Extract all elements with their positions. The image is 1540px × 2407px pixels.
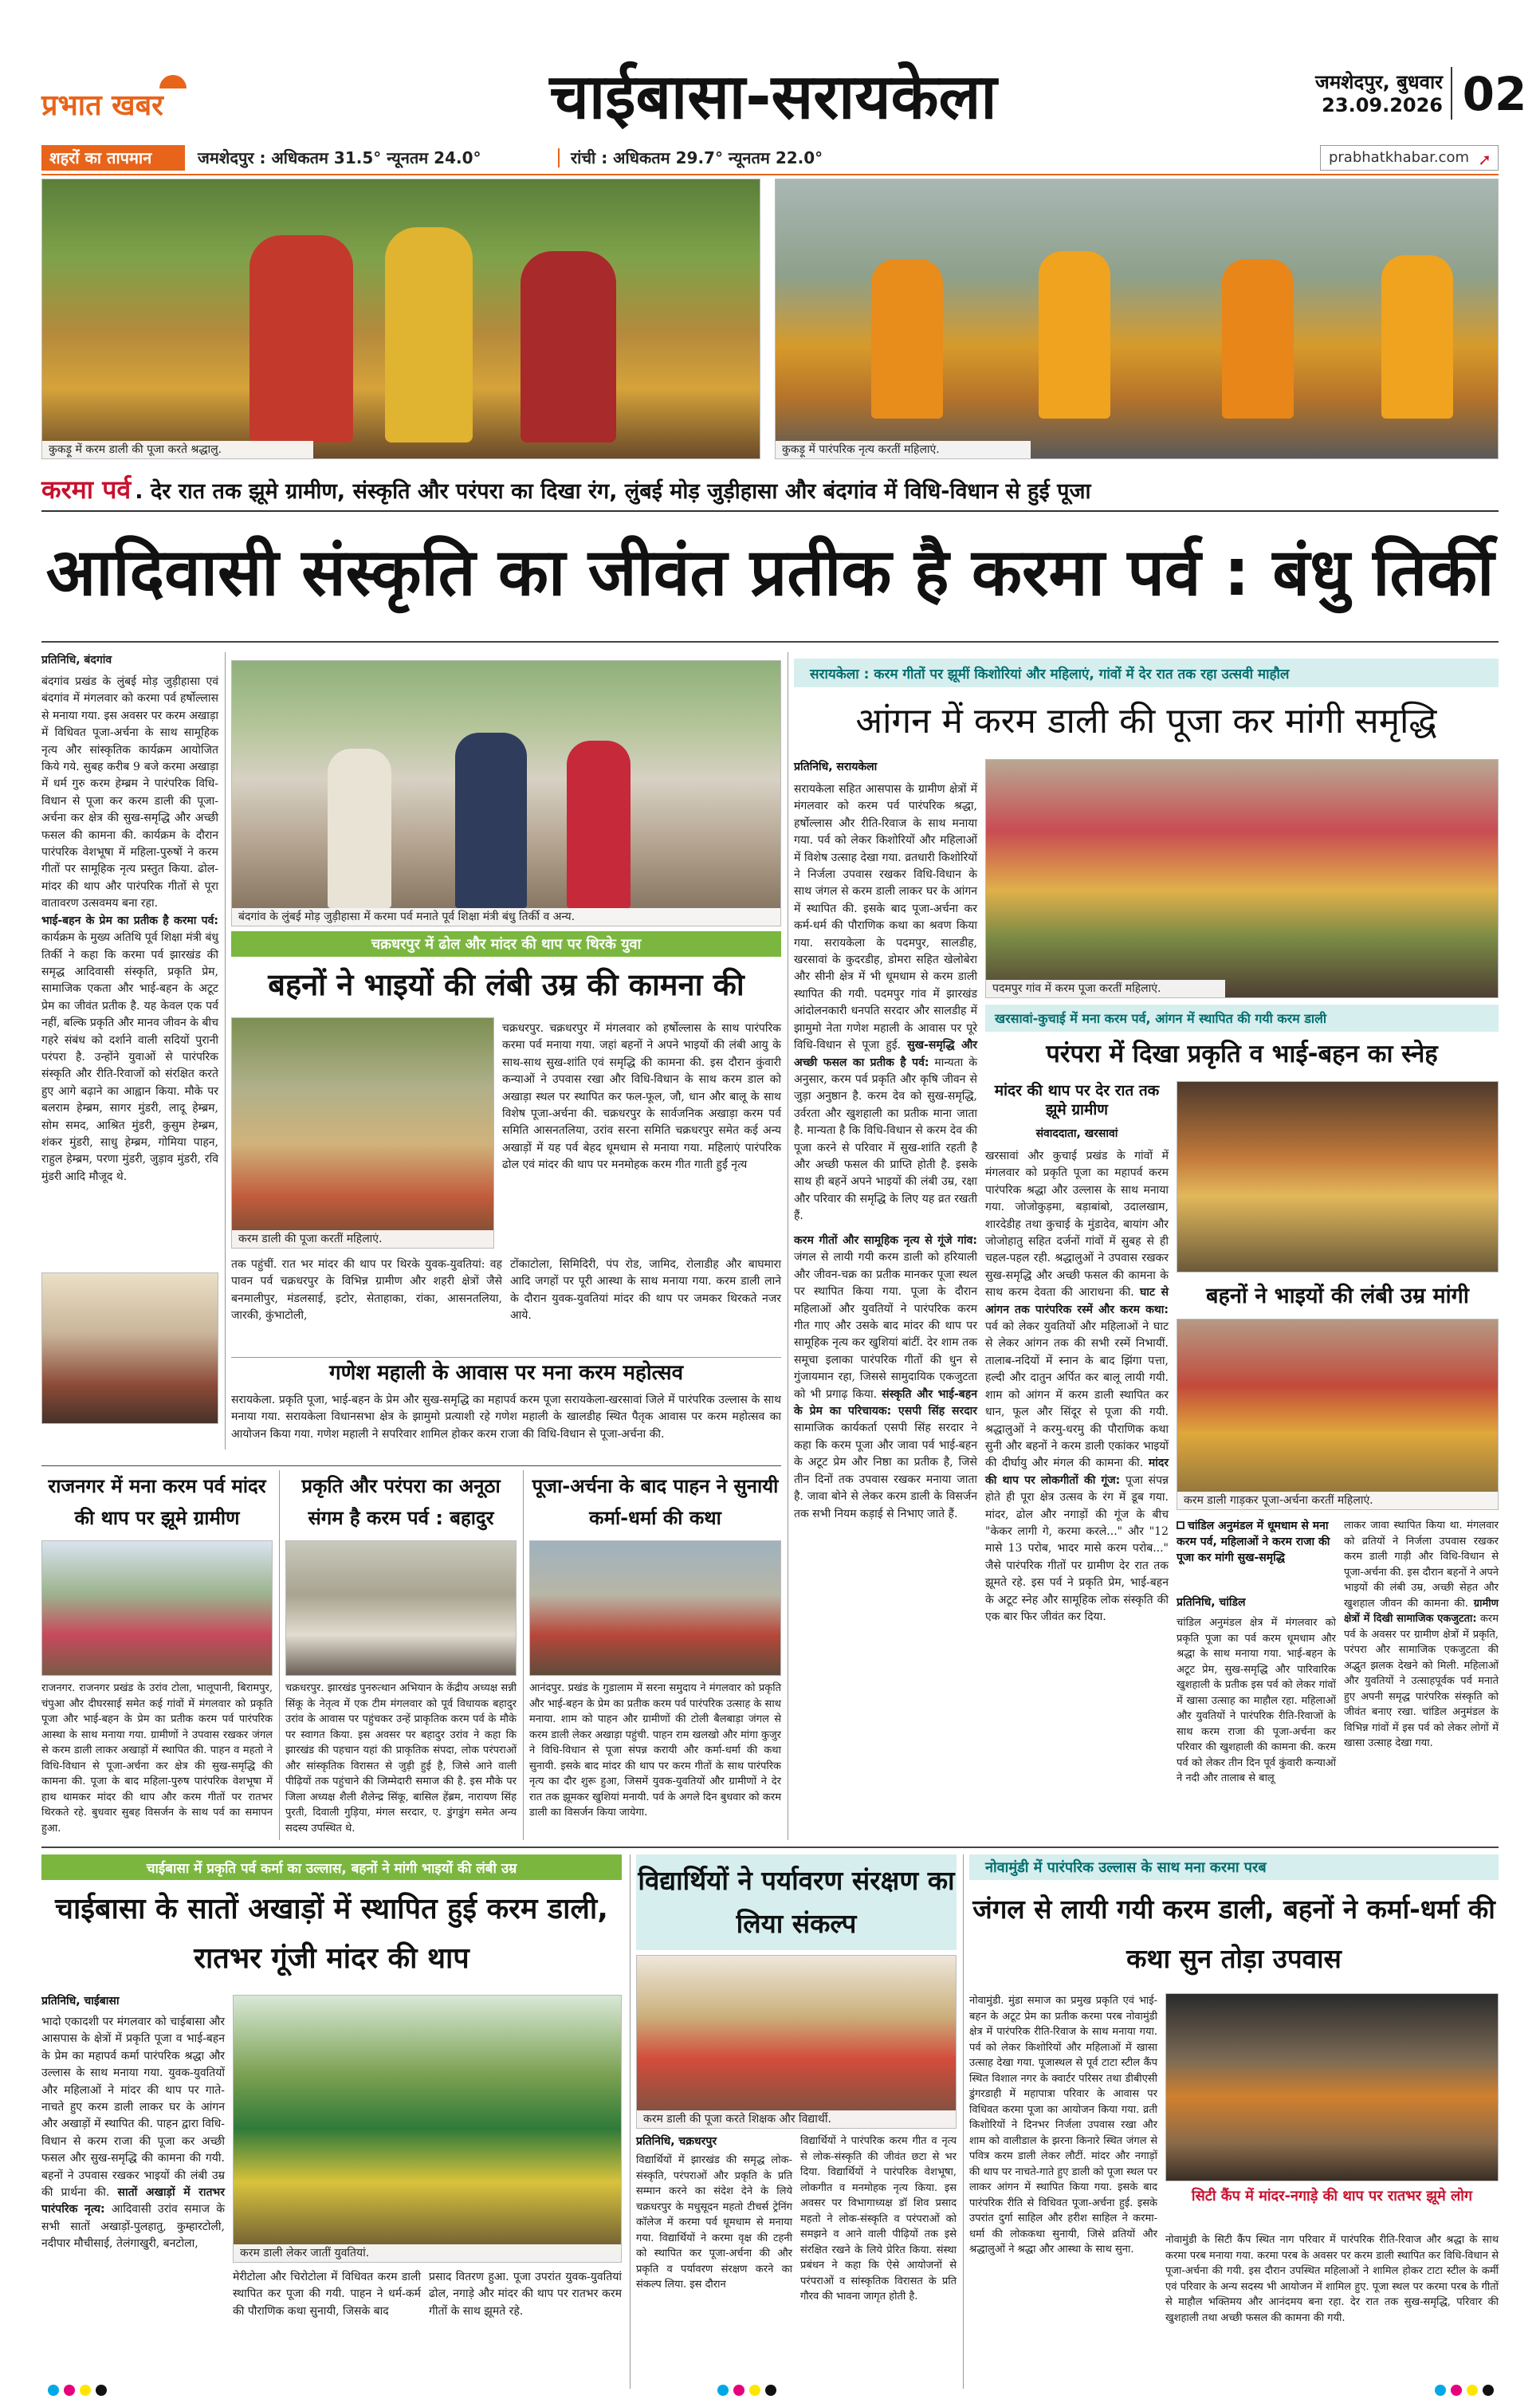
- registration-dot: [1483, 2385, 1494, 2396]
- noamundi-headline: जंगल से लायी गयी करम डाली, बहनों ने कर्मा-धर्मा की कथा सुन तोड़ा उपवास: [972, 1894, 1495, 1974]
- paragraph: लाकर जावा स्थापित किया था. मंगलवार को व्रतियों ने निर्जला उपवास रखकर करम डाली गाड़ी और विधि-विधान से पूजा-अर्चना की. इस दौरान बहनों ने अपने भाइयों की लंबी उम्र, अच्छी सेहत और खुशहाल जीवन की कामना की.: [1344, 1520, 1499, 1610]
- rajnagar-body: राजनगर. राजनगर प्रखंड के उरांव टोला, भालूपानी, बिरामपुर, चंपुआ और दीघरसाई समेत कई गांवों में मंगलवार को प्रकृति पूजा और भाई-बहन के प्रेम का प्रतीक करम पर्व पारंपरिक आस्था के साथ मनाया गया. ग्रामीणों ने उपवास रखकर जंगल से करम डाली लाकर अखाड़ों में स्थापित की. पाहन व महतो ने विधि-विधान से पूजा-अर्चना कर क्षेत्र की सुख-समृद्धि की कामना की. पूजा के बाद महिला-पुरुष पारंपरिक वेशभूषा में हाथ थामकर मांदर की थाप और करम गीतों पर रातभर थिरकते रहे. बुधवार सुबह विसर्जन के साथ पर्व का समापन हुआ.: [41, 1682, 273, 1835]
- kicker-line: [41, 470, 1499, 512]
- anandpur-headline: पूजा-अर्चना के बाद पाहन ने सुनायी कर्मा-धर्मा की कथा: [532, 1475, 779, 1529]
- masthead: [0, 0, 1540, 144]
- kharsawan-headline: परंपरा में दिखा प्रकृति व भाई-बहन का स्नेह: [1046, 1040, 1438, 1068]
- website-link[interactable]: [1320, 145, 1499, 171]
- main-headline: आदिवासी संस्कृति का जीवंत प्रतीक है करमा पर्व : बंधु तिर्की: [45, 535, 1495, 611]
- column-rule: [523, 1470, 524, 1840]
- chaibasa-photo-caption: करम डाली लेकर जातीं युवतियां.: [234, 2244, 621, 2262]
- students-col1: विद्यार्थियों में झारखंड की समृद्ध लोक-संस्कृति, परंपराओं और प्रकृति के प्रति सम्मान करने का संदेश देने के लिये चक्रधरपुर के मधुसूदन महतो टीचर्स ट्रेनिंग कॉलेज में करमा पर्व धूमधाम से मनाया गया. विद्यार्थियों ने करमा वृक्ष की टहनी को स्थापित कर पूजा-अर्चना की और प्रकृति व पर्यावरण संरक्षण करने का संकल्प लिया. इस दौरान: [636, 2154, 792, 2291]
- students-headline: विद्यार्थियों ने पर्यावरण संरक्षण का लिया संकल्प: [638, 1865, 955, 1939]
- noamundi-bar: नोवामुंडी में पारंपरिक उल्लास के साथ मना करमा परब: [969, 1854, 1499, 1880]
- logo: [41, 70, 249, 122]
- registration-dot: [96, 2385, 107, 2396]
- photo-figure: [1381, 255, 1453, 419]
- ganesh-body: सरायकेला. प्रकृति पूजा, भाई-बहन के प्रेम और सुख-समृद्धि का महापर्व करम पूजा सरायकेला-खरसावां जिले में पारंपरिक उल्लास के साथ मनाया गया. सरायकेला विधानसभा क्षेत्र के झामुमो प्रत्याशी रहे गणेश महाली के खालडीह स्थित पैतृक आवास पर करम महोत्सव का आयोजन किया गया. गणेश महाली ने सपरिवार शामिल होकर करम राजा की विधि-विधान से पूजा-अर्चना की.: [231, 1394, 781, 1441]
- registration-dot: [733, 2385, 744, 2396]
- anandpur-photo: [529, 1540, 781, 1676]
- chaibasa-byline: प्रतिनिधि, चाईबासा: [41, 1995, 120, 2008]
- seraikela-col1: [794, 781, 977, 1228]
- rule: [41, 641, 1499, 643]
- seraikela-col2-body: [794, 1233, 977, 1615]
- subheading: घाट से आंगन तक पारंपरिक रस्में और करम कथा:: [985, 1286, 1169, 1316]
- paragraph: भादो एकादशी पर मंगलवार को चाईबासा और आसपास के क्षेत्रों में प्रकृति पूजा व भाई-बहन के प्रेम का महापर्व कर्मा पारंपरिक श्रद्धा और उल्लास के साथ मनाया गया. युवक-युवतियों और महिलाओं ने मांदर की थाप पर गाते-नाचते हुए करम डाली लाकर घर के आंगन और अखाड़ों में स्थापित की. पाहन द्वारा विधि-विधान से करम राजा की पूजा कर अच्छी फसल और सुख-समृद्धि की कामना की गयी. बहनों ने उपवास रखकर भाइयों की लंबी उम्र की प्रार्थना की.: [41, 2016, 225, 2200]
- seraikela-headline: आंगन में करम डाली की पूजा कर मांगी समृद्धि: [855, 701, 1437, 741]
- kicker-text: . देर रात तक झूमे ग्रामीण, संस्कृति और परंपरा का दिखा रंग, लुंबई मोड़ जुड़ीहासा और बंदगांव में विधि-विधान से हुई पूजा: [135, 479, 1091, 504]
- chaibasa-col3: प्रसाद वितरण हुआ. पूजा उपरांत युवक-युवतियां ढोल, नगाड़े और मांदर की थाप पर रातभर करम गीतों के साथ झूमते रहे.: [429, 2271, 622, 2318]
- students-photo-caption: करम डाली की पूजा करते शिक्षक और विद्यार्थी.: [637, 2110, 956, 2128]
- weather-jamshedpur: जमशेदपुर : अधिकतम 31.5° न्यूनतम 24.0°: [198, 148, 481, 167]
- lead-photo-caption: बंदगांव के लुंबई मोड़ जुड़ीहासा में करमा पर्व मनाते पूर्व शिक्षा मंत्री बंधु तिर्की व अन्य.: [232, 908, 780, 926]
- seraikela-photo: [985, 759, 1499, 998]
- paragraph: बंदगांव प्रखंड के लुंबई मोड़ जुड़ीहासा एवं बंदगांव में मंगलवार को करमा पर्व हर्षोल्लास से मनाया गया. इस अवसर पर करम अखाड़ा में विधिवत पूजा-अर्चना के साथ सामूहिक नृत्य और सांस्कृतिक कार्यक्रम आयोजित किये गये. सुबह करीब 9 बजे करमा अखाड़ा में धर्म गुरु करम हेम्ब्रम ने पारंपरिक विधि-विधान से पूजा कर करम डाली की पूजा-अर्चना कर क्षेत्र की सुख-समृद्धि और अच्छी फसल की कामना की. कार्यक्रम के दौरान पारंपरिक वेशभूषा में महिला-पुरुषों ने करम गीतों पर सामूहिक नृत्य प्रस्तुत किया. ढोल-मांदर की थाप और पारंपरिक गीतों से पूरा वातावरण उत्सवमय बना रहा.: [41, 675, 218, 910]
- chaibasa-bar: चाईबासा में प्रकृति पर्व कर्मा का उल्लास, बहनों ने मांगी भाइयों की लंबी उम्र: [41, 1854, 622, 1880]
- chandil-col1: चांडिल अनुमंडल क्षेत्र में मंगलवार को प्रकृति पूजा का पर्व करम धूमधाम और श्रद्धा के साथ मनाया गया. भाई-बहन के अटूट प्रेम, सुख-समृद्धि और पारिवारिक खुशहाली के प्रतीक इस पर्व को लेकर गांवों में खासा उत्साह का माहौल रहा. महिलाओं और युवतियों ने पारंपरिक रीति-रिवाजों के साथ करम राजा की पूजा-अर्चना कर परिवार की खुशहाली की कामना की. करम पर्व को लेकर तीन दिन पूर्व कुंवारी कन्याओं ने नदी और तालाब से बालू: [1177, 1617, 1336, 1784]
- column-rule: [630, 1854, 631, 2389]
- noamundi-inner-text: नोवामुंडी के सिटी कैंप स्थित नाग परिवार में पारंपरिक रीति-रिवाज और श्रद्धा के साथ करमा परब मनाया गया. करमा परब के अवसर पर करम डाली स्थापित कर विधि-विधान से पूजा-अर्चना की गयी. इस दौरान उपस्थित महिलाओं ने शामिल होकर टाटा स्टील के कर्मी एवं परिवार के अन्य सदस्य भी आयोजन में शामिल हुए. पूजा स्थल पर करमा परब के गीतों से माहौल भक्तिमय और आनंदमय बना रहा. देर रात तक सुख-समृद्धि, परिवार की खुशहाली तथा अच्छी फसल की कामना की गयी.: [1165, 2234, 1499, 2324]
- students-byline: प्रतिनिधि, चक्रधरपुर: [636, 2135, 717, 2148]
- subheading: ग्रामीण क्षेत्रों में दिखी सामाजिक एकजुटता:: [1344, 1597, 1499, 1625]
- paragraph: पर्व को लेकर युवतियों और महिलाओं ने घाट से लेकर आंगन तक की सभी रस्में निभायीं. तालाब-नदियों में स्नान के बाद झिंगा पत्ता, हल्दी और दातुन अर्पित कर बालू लायी गयी. शाम को आंगन में करम डाली स्थापित कर धान, फूल और सिंदूर से पूजा की गयी. श्रद्धालुओं ने करमु-धरमु की पौराणिक कथा सुनी और बहनों ने करम डाली एकांकर भाइयों की दीर्घायु और मंगल की कामना की.: [985, 1320, 1169, 1470]
- registration-marks-left: [48, 2385, 107, 2396]
- paragraph: मान्यता के अनुसार, करम पर्व प्रकृति और कृषि जीवन से जुड़ा अनुष्ठान है. करम देव को सुख-समृद्धि, उर्वरता और खुशहाली का प्रतीक माना जाता है. मान्यता है कि विधि-विधान से करम देव की पूजा करने से परिवार में सुख-शांति रहती है और अच्छी फसल की प्राप्ति होती है. इसके साथ ही बहनें अपने भाइयों की लंबी उम्र, रक्षा और परिवार की समृद्धि के लिए यह व्रत रखती हैं.: [794, 1056, 977, 1223]
- cursor-icon: ➚: [1478, 150, 1491, 169]
- ganesh-headline: गणेश महाली के आवास पर मना करम महोत्सव: [231, 1357, 781, 1389]
- kharsawan-subheadline: मांदर की थाप पर देर रात तक झूमे ग्रामीण: [994, 1082, 1160, 1119]
- chakradharpur-headline: बहनों ने भाइयों की लंबी उम्र की कामना की: [268, 967, 744, 1002]
- chandil-lead-text: चांडिल अनुमंडल में धूमधाम से मना करम पर्व, महिलाओं ने करम राजा की पूजा कर मांगी सुख-समृद्धि: [1177, 1520, 1330, 1564]
- seraikela-bar: सरायकेला : करम गीतों पर झूमीं किशोरियां और महिलाएं, गांवों में देर रात तक रहा उत्सवी माहौल: [794, 659, 1499, 687]
- top-photo-right: [775, 179, 1499, 459]
- kharsawan-inner-headline: बहनों ने भाइयों की लंबी उम्र मांगी: [1206, 1284, 1469, 1308]
- top-photo-left: [41, 179, 760, 459]
- photo-figure: [385, 227, 473, 442]
- photo-figure: [328, 749, 391, 908]
- photo-figure: [567, 741, 631, 908]
- rule: [41, 1465, 781, 1466]
- subheading: सुख-समृद्धि और अच्छी फसल का प्रतीक है पर्व:: [794, 1039, 978, 1069]
- subheading: मांदर की थाप पर लोकगीतों की गूंज:: [985, 1457, 1169, 1487]
- registration-dot: [1435, 2385, 1446, 2396]
- chakradharpur-bar: चक्रधरपुर में ढोल और मांदर की थाप पर थिरके युवा: [231, 931, 781, 957]
- students-col2: विद्यार्थियों ने पारंपरिक करम गीत व नृत्य से लोक-संस्कृति की जीवंत छटा से भर दिया. विद्यार्थियों ने पारंपरिक वेशभूषा, लोकगीत व मनमोहक नृत्य किया. इस अवसर पर विभागाध्यक्ष डॉ शिव प्रसाद महतो ने लोक-संस्कृति व परंपराओं को समझने व आने वाली पीढ़ियों तक इसे संरक्षित रखने के लिये प्रेरित किया. संस्था प्रबंधन ने कहा कि ऐसे आयोजनों से परंपराओं व सांस्कृतिक विरासत के प्रति गौरव की भावना जागृत होती है.: [800, 2135, 957, 2303]
- bahadur-photo: [285, 1540, 517, 1676]
- paragraph: सामाजिक कार्यकर्ता एसपी सिंह सरदार ने कहा कि करम पूजा और जावा पर्व भाई-बहन के अटूट प्रेम और निष्ठा का प्रतीक है, जिसे तीन दिनों तक उपवास रखकर मनाया जाता है. जावा बोने से लेकर करम डाली के विसर्जन तक सभी नियम कड़ाई से निभाए जाते हैं.: [794, 1422, 977, 1520]
- page-number: 02: [1462, 67, 1527, 121]
- column-rule: [225, 652, 226, 1449]
- chaibasa-headline: चाईबासा के सातों अखाड़ों में स्थापित हुई करम डाली, रातभर गूंजी मांदर की थाप: [55, 1893, 608, 1975]
- registration-dot: [765, 2385, 776, 2396]
- subheading: करम गीतों और सामूहिक नृत्य से गूंजे गांव:: [794, 1234, 977, 1247]
- paragraph: जंगल से लायी गयी करम डाली को हरियाली और जीवन-चक्र का प्रतीक मानकर पूजा स्थल पर स्थापित किया गया. पूजा के दौरान महिलाओं और युवतियों ने पारंपरिक करम गीत गाए और उसके बाद मांदर की थाप पर सामूहिक नृत्य कर खुशियां बांटीं. देर शाम तक समूचा इलाका पारंपरिक गीतों की धुन से गुंजायमान रहा, जिससे सामुदायिक एकजुटता को भी प्रगाढ़ किया.: [794, 1251, 977, 1401]
- byline: प्रतिनिधि, बंदगांव: [41, 654, 112, 667]
- kharsawan-photo2-caption: करम डाली गाड़कर पूजा-अर्चना करतीं महिलाएं.: [1177, 1492, 1498, 1509]
- paragraph: करम पर्व के अवसर पर ग्रामीण क्षेत्रों में प्रकृति, परंपरा और सामाजिक एकजुटता की अद्भुत झलक देखने को मिली. महिलाओं और युवतियों ने उत्साहपूर्वक पर्व मनाते हुए अपनी समृद्ध पारंपरिक संस्कृति को जीवंत बनाए रखा. चांडिल अनुमंडल के विभिन्न गांवों में इस पर्व को लेकर लोगों में खासा उत्साह देखा गया.: [1344, 1613, 1499, 1749]
- registration-dot: [1451, 2385, 1462, 2396]
- square-bullet-icon: [1177, 1521, 1184, 1529]
- paragraph: पूजा संपन्न होते ही पूरा क्षेत्र उत्सव के रंग में डूब गया. मांदर, ढोल और नगाड़ों की गूंज के बीच "केकर लागी गे, करमा करले..." और "12 मासे 13 परोब, भादर मासे करम परोब..." जैसे पारंपरिक गीतों पर ग्रामीण देर रात तक झूमते रहे. इस पर्व ने प्रकृति प्रेम, भाई-बहन के अटूट स्नेह और सामूहिक लोक संस्कृति की एक बार फिर जीवंत कर दिया.: [985, 1473, 1169, 1623]
- photo-figure: [871, 259, 943, 419]
- weather-bar: [41, 142, 1499, 175]
- students-headline-box: [636, 1854, 957, 1950]
- kharsawan-bar: खरसावां-कुचाई में मना करम पर्व, आंगन में स्थापित की गयी करम डाली: [985, 1005, 1499, 1032]
- issue-date: 23.09.2026: [1322, 94, 1443, 116]
- photo-figure: [1222, 259, 1294, 419]
- paragraph: आदिवासी उरांव समाज के सभी सातों अखाड़ों-पुलहातु, कुम्हारटोली, नदीपार मौचीसाई, तेलंगाखुरी, बनटोला,: [41, 2203, 225, 2251]
- chaibasa-col2: मेरीटोला और चिरोटोला में विधिवत करम डाली स्थापित कर पूजा की गयी. पाहन ने धर्म-कर्म की पौराणिक कथा सुनायी, जिसके बाद: [233, 2271, 421, 2318]
- photo-figure: [1039, 251, 1110, 419]
- chandil-col2: [1344, 1518, 1499, 1840]
- seraikela-byline: प्रतिनिधि, सरायकेला: [794, 761, 878, 773]
- kharsawan-body: [985, 1148, 1169, 1623]
- bahadur-headline: प्रकृति और परंपरा का अनूठा संगम है करम पर्व : बहादुर: [301, 1475, 501, 1529]
- students-photo: [636, 1955, 957, 2129]
- registration-dot: [1467, 2385, 1478, 2396]
- chakradharpur-col3: टोंकाटोला, सिमिदिरी, पंप रोड, जामिद, रोलाडीह और बाघमारा आदि जगहों पर पूरी आस्था के साथ मनाया गया. करम डाली लाने के दौरान युवक-युवतियां मांदर की थाप पर जमकर थिरकते नजर आये.: [510, 1258, 781, 1323]
- lead-photo: [231, 660, 781, 926]
- column-rule: [963, 1854, 964, 2389]
- photo-figure: [521, 251, 616, 442]
- chaibasa-col1: [41, 2014, 225, 2389]
- kharsawan-photo: [1177, 1081, 1499, 1272]
- logo-sun-icon: [159, 75, 187, 88]
- section-title: चाईबासा-सरायकेला: [549, 61, 997, 133]
- chakradharpur-photo-caption: करम डाली की पूजा करतीं महिलाएं.: [232, 1230, 493, 1248]
- registration-dot: [64, 2385, 75, 2396]
- photo-figure: [249, 235, 353, 442]
- column-rule: [279, 1470, 280, 1840]
- photo-figure: [455, 733, 527, 908]
- registration-marks-mid: [717, 2385, 776, 2396]
- paragraph: खरसावां और कुचाई प्रखंड के गांवों में मंगलवार को प्रकृति पूजा का महापर्व करम पारंपरिक श्रद्धा और उल्लास के साथ मनाया गया. जोजोकुड़मा, बड़ाबांबो, उदालखाम, शारदेडीह तथा कुचाई के मुंडादेव, बायांग और जोजोहातु सहित दर्जनों गांवों में सुबह से ही चहल-पहल रही. श्रद्धालुओं ने उपवास रखकर सुख-समृद्धि और अच्छी फसल की कामना के साथ करम देवता की आराधना की.: [985, 1150, 1169, 1300]
- registration-dot: [717, 2385, 729, 2396]
- bahadur-body: चक्रधरपुर. झारखंड पुनरुत्थान अभियान के केंद्रीय अध्यक्ष सन्नी सिंकू के नेतृत्व में एक टीम मंगलवार को पूर्व विधायक बहादुर उरांव के आवास पर पहुंचकर उन्हें प्राकृतिक करम पर्व के मौके पर स्वागत किया. इस अवसर पर बहादुर उरांव ने कहा कि झारखंड की पहचान यहां की प्राकृतिक संपदा, लोक परंपराओं और सांस्कृतिक विरासत से जुड़ी हुई है, जिसे आने वाली पीढ़ियों तक पहुंचाने की जिम्मेदारी समाज की है. इस मौके पर जिला अध्यक्ष शैली शैलेन्द्र सिंकू, बासिल हेंब्रम, नारायण सिंह पुरती, दिवाली गुड़िया, मंगल सरदार, ए. डुंगडुंग समेत अन्य सदस्य उपस्थित थे.: [285, 1682, 517, 1835]
- weather-separator: [558, 148, 560, 167]
- logo-text: प्रभात खबर: [41, 89, 163, 122]
- registration-dot: [749, 2385, 760, 2396]
- weather-ranchi: रांची : अधिकतम 29.7° न्यूनतम 22.0°: [571, 148, 823, 167]
- noamundi-col1: नोवामुंडी. मुंडा समाज का प्रमुख प्रकृति एवं भाई-बहन के अटूट प्रेम का प्रतीक करमा परब नोवामुंडी क्षेत्र में पारंपरिक रीति-रिवाज के साथ मनाया गया. पर्व को लेकर किशोरियों और महिलाओं में खासा उत्साह देखा गया. पूजास्थल से पूर्व टाटा स्टील कैंप स्थित विशाल नगर के क्वार्टर परिसर तथा डीबीएसी डुंगरडाही में महापात्रा परिवार के आवास पर विधिवत करमा पूजा का आयोजन किया गया. व्रती किशोरियों ने दिनभर निर्जला उपवास रखा और शाम को वालीडाल के झरना किनारे स्थित जंगल से पवित्र करम डाली लेकर लौटीं. मांदर और नगाड़ों की थाप पर नाचते-गाते हुए डाली को पूजा स्थल पर लाकर आंगन में स्थापित किया गया. इसके बाद पारंपरिक रीति से विधिवत पूजा-अर्चना हुई. इसके उपरांत दुर्गा साहिल और हरीश साहिल ने करमा-धर्मा की लोककथा सुनायी, जिसे व्रतियों और श्रद्धालुओं ने श्रद्धा और आस्था के साथ सुना.: [969, 1995, 1157, 2256]
- rule: [41, 1847, 1499, 1848]
- kharsawan-byline: संवाददाता, खरसावां: [1035, 1127, 1118, 1140]
- anandpur-body: आनंदपुर. प्रखंड के गुडालाम में सरना समुदाय ने मंगलवार को प्रकृति और भाई-बहन के प्रेम का प्रतीक करम पर्व पारंपरिक उत्साह के साथ मनाया. शाम को पाहन और ग्रामीणों की टोली बैलबाड़ा जंगल से करम डाली लेकर अखाड़ा पहुंची. पाहन राम खलखो और मांगा कुजुर ने विधि-विधान से पूजा संपन्न करायी और कर्मा-धर्मा की कथा सुनायी. इसके बाद मांदर की थाप पर करम गीतों के साथ पारंपरिक नृत्य का दौर शुरू हुआ, जिसमें युवक-युवतियों और ग्रामीणों ने देर रात तक झूमकर खुशियां मनायी. पर्व के अगले दिन बुधवार को करम डाली का विसर्जन किया जायेगा.: [529, 1682, 781, 1819]
- noamundi-photo: [1165, 1993, 1499, 2181]
- subheading: भाई-बहन के प्रेम का प्रतीक है करमा पर्व:: [41, 914, 218, 927]
- seraikela-photo-caption: पदमपुर गांव में करम पूजा करतीं महिलाएं.: [986, 980, 1225, 997]
- paragraph: कार्यक्रम के मुख्य अतिथि पूर्व शिक्षा मंत्री बंधु तिर्की ने कहा कि करमा पर्व झारखंड की समृद्ध आदिवासी संस्कृति, प्रकृति प्रेम, सामाजिक एकता और भाई-बहन के अटूट प्रेम का जीवंत प्रतीक है. यह केवल एक पर्व नहीं, बल्कि प्रकृति और मानव जीवन के बीच गहरे संबंध को दर्शाने वाली सदियों पुरानी परंपरा है. उन्होंने युवाओं से पारंपरिक संस्कृति और रीति-रिवाजों को संरक्षित करते हुए आगे बढ़ाने का आह्वान किया. मौके पर बलराम हेम्ब्रम, सागर मुंडरी, लादू हेम्ब्रम, सोम समद, आश्रित मुंडरी, कुसुम हेम्ब्रम, शंकर मुंडरी, साधु हेम्ब्रम, गोमिया पाहन, राहुल हेम्ब्रम, परणा मुंडरी, जुड़ाव मुंडरी, रवि मुंडरी आदि मौजूद थे.: [41, 931, 218, 1183]
- top-photo-left-caption: कुकड़ू में करम डाली की पूजा करते श्रद्धालु.: [42, 441, 313, 458]
- subheading: संस्कृति और भाई-बहन के प्रेम का परिचायक: एसपी सिंह सरदार: [794, 1387, 977, 1418]
- paragraph: सरायकेला सहित आसपास के ग्रामीण क्षेत्रों में मंगलवार को करम पर्व पारंपरिक श्रद्धा, हर्षोल्लास और रीति-रिवाज के साथ मनाया गया. पर्व को लेकर किशोरियों और महिलाओं में विशेष उत्साह देखा गया. व्रतधारी किशोरियों ने निर्जला उपवास रखकर विधि-विधान के साथ जंगल से करम डाली लाकर घर के आंगन में स्थापित की. इसके बाद पूजा-अर्चना कर कर्म-धर्म की पौराणिक कथा का श्रवण किया गया. सरायकेला के पदमपुर, सालडीह, खरसावां के कुदरडीह, डोमरा सहित खेलोबेरा और सीनी क्षेत्र में भी धूमधाम से करम डाली स्थापित की गयी. पदमपुर गांव में झारखंड आंदोलनकारी धनपति सरदार और सालडीह में झामुमो नेता गणेश महाली के आवास पर पूरे विधि-विधान से पूजा हुई.: [794, 783, 977, 1052]
- weather-label: शहरों का तापमान: [41, 145, 185, 171]
- chakradharpur-col2: तक पहुंचीं. रात भर मांदर की थाप पर थिरके युवक-युवतियां: वह पावन पर्व चक्रधरपुर के विभिन्न ग्रामीण और शहरी क्षेत्रों जैसे बनमालीपुर, मंडलसाई, इटोर, सेताहाका, रांका, आसनतलिया, जारकी, कुंभाटोली,: [231, 1258, 502, 1323]
- kicker-label: करमा पर्व: [41, 474, 132, 505]
- registration-marks-right: [1435, 2385, 1494, 2396]
- chakradharpur-photo: [231, 1017, 494, 1249]
- ganesh-photo: [41, 1272, 218, 1424]
- chandil-byline: प्रतिनिधि, चांडिल: [1177, 1596, 1246, 1609]
- website-text: prabhatkhabar.com: [1328, 149, 1469, 166]
- registration-dot: [80, 2385, 91, 2396]
- city-day: जमशेदपुर, बुधवार: [1315, 71, 1443, 93]
- page-divider: [1451, 67, 1452, 120]
- top-photo-right-caption: कुकड़ू में पारंपरिक नृत्य करतीं महिलाएं.: [776, 441, 1031, 458]
- noamundi-inner-headline: सिटी कैंप में मांदर-नगाड़े की थाप पर रातभर झूमे लोग: [1191, 2188, 1473, 2204]
- subheading: सातों अखाड़ों में रातभर पारंपरिक नृत्य:: [41, 2186, 226, 2216]
- kharsawan-photo2: [1177, 1319, 1499, 1510]
- chaibasa-photo: [233, 1995, 622, 2263]
- rajnagar-photo: [41, 1540, 273, 1676]
- chakradharpur-col1: चक्रधरपुर. चक्रधरपुर में मंगलवार को हर्षोल्लास के साथ पारंपरिक करमा पर्व मनाया गया. जहां बहनों ने अपने भाइयों की लंबी आयु के साथ-साथ सुख-शांति एवं समृद्धि की कामना की. इस दौरान कुंवारी कन्याओं ने उपवास रखा और विधि-विधान के साथ करम डाल को अखाड़ा स्थल पर स्थापित कर फल-फूल, जौ, धान और बालू के साथ विशेष पूजा-अर्चना की. चक्रधरपुर के सार्वजनिक अखाड़ा करम पर्व समिति आसनतलिया, उरांव सरना समिति चक्रधरपुर समेत कई अन्य अखाड़ों में यह पर्व बेहद धूमधाम से मनाया गया. महिलाएं पारंपरिक ढोल एवं मांदर की थाप पर मनमोहक करम गीत गाती हुईं नृत्य: [502, 1022, 781, 1172]
- rajnagar-headline: राजनगर में मना करम पर्व मांदर की थाप पर झूमे ग्रामीण: [48, 1475, 266, 1529]
- registration-dot: [48, 2385, 59, 2396]
- chandil-lead: [1177, 1518, 1336, 1606]
